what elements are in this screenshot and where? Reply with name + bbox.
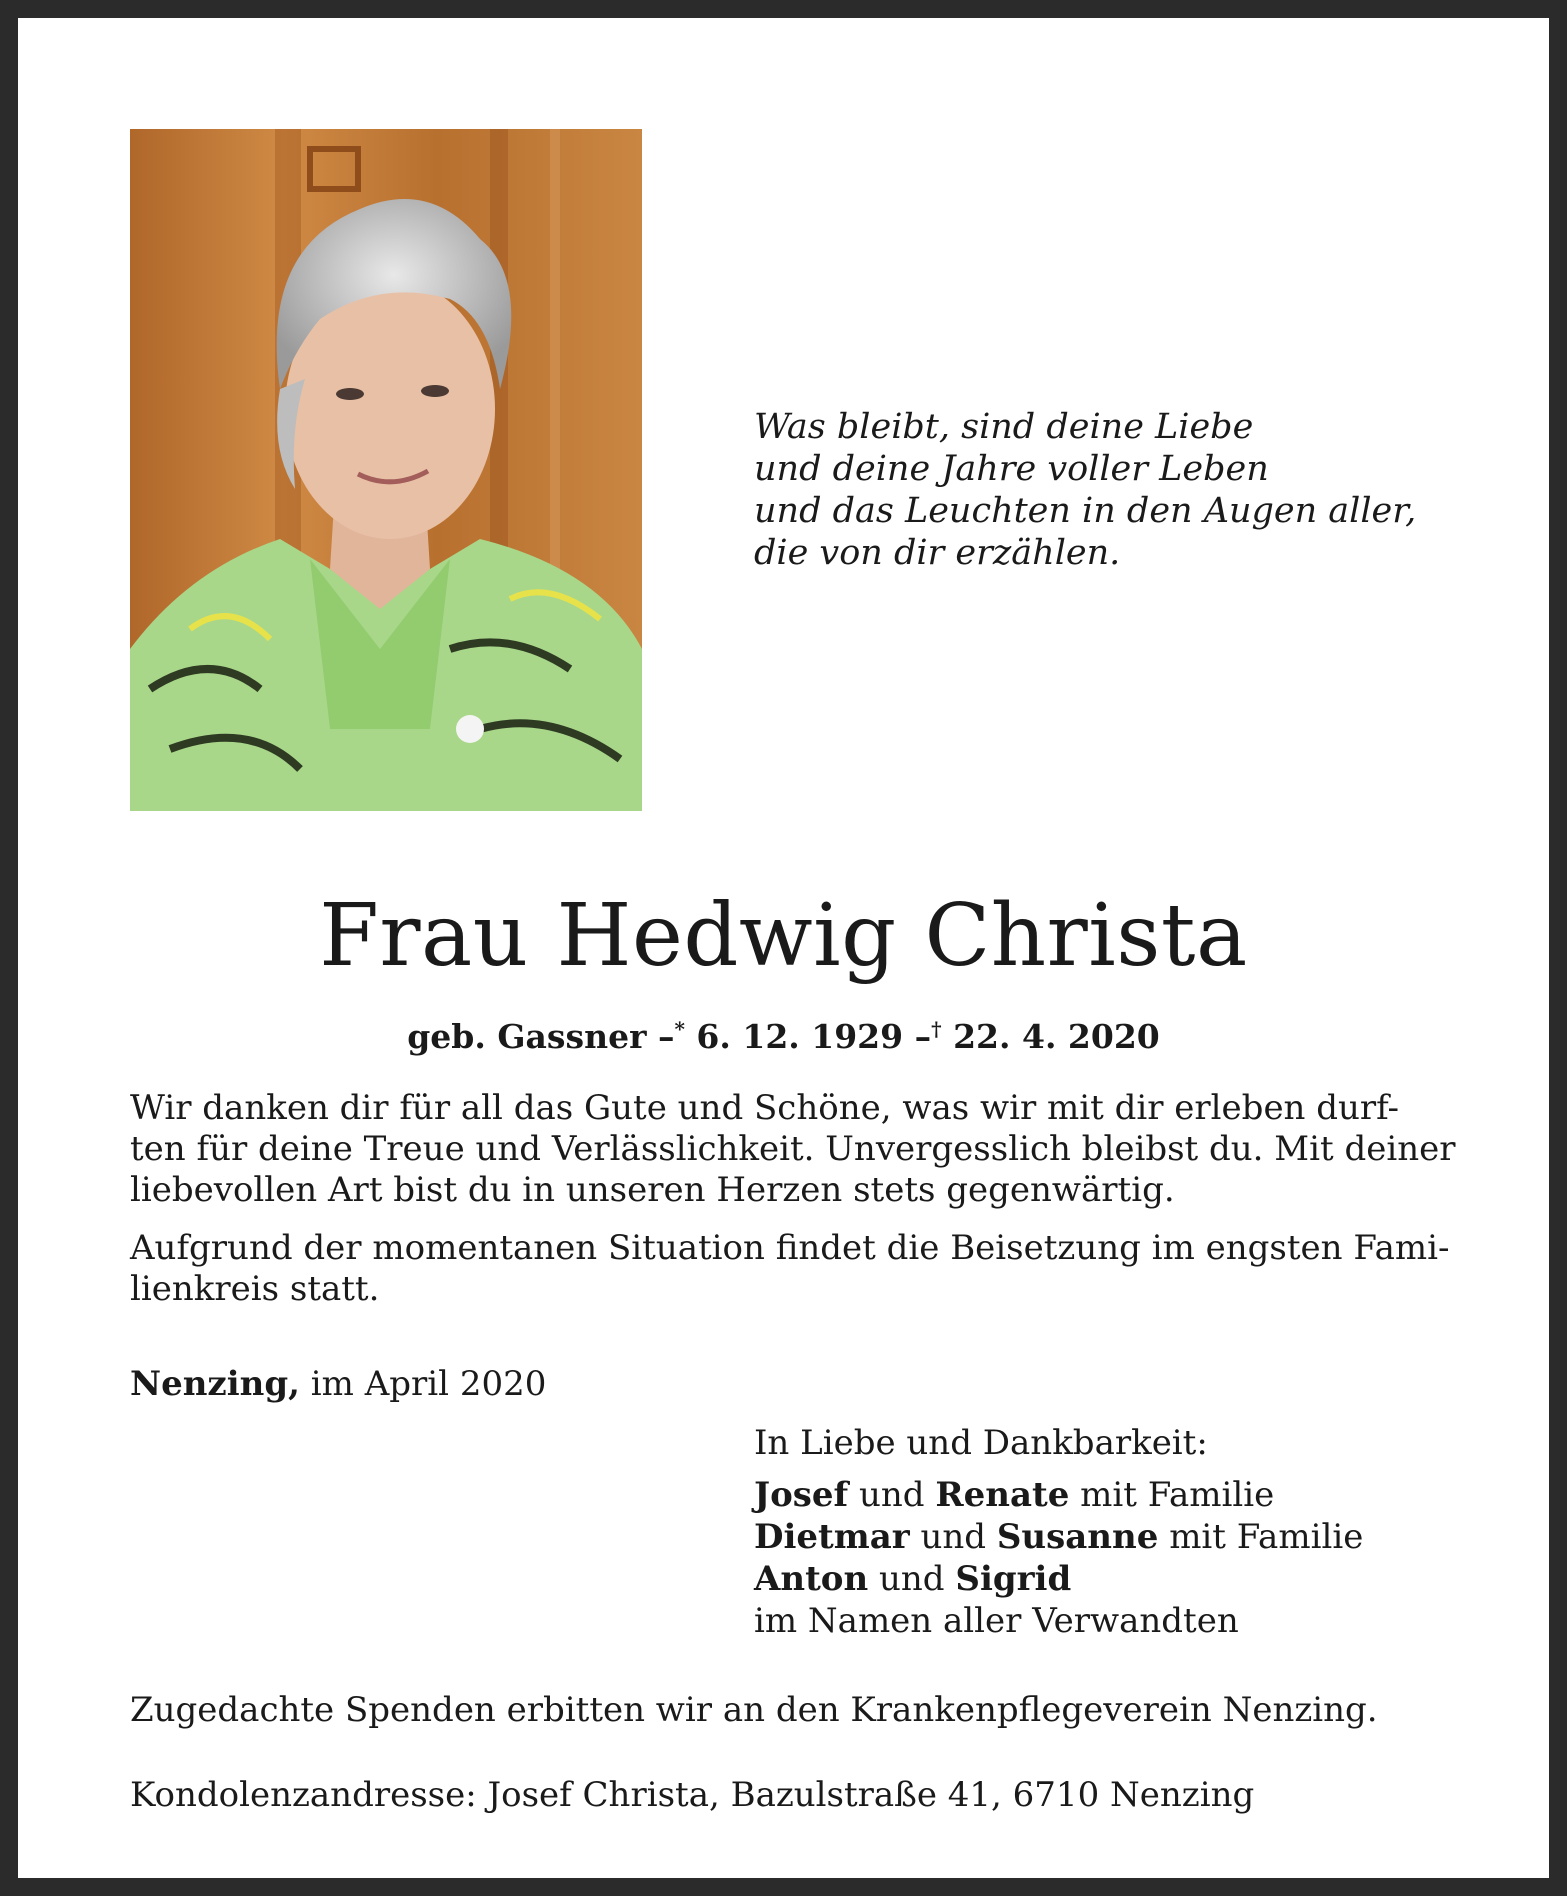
signer-name: Susanne bbox=[996, 1517, 1159, 1557]
signer-suffix: mit Familie bbox=[1169, 1517, 1364, 1557]
poem-line: und das Leuchten in den Augen aller, bbox=[754, 491, 1417, 531]
text-line: lienkreis statt. bbox=[130, 1269, 380, 1309]
signer-connector: und bbox=[858, 1475, 925, 1515]
signer-connector: und bbox=[920, 1517, 987, 1557]
donation-note: Zugedachte Spenden erbitten wir an den Krankenpflegeverein Nenzing. bbox=[130, 1690, 1378, 1730]
poem-line: und deine Jahre voller Leben bbox=[754, 449, 1269, 489]
signer-name: Dietmar bbox=[754, 1517, 910, 1557]
text-line: Wir danken dir für all das Gute und Schöne, was wir mit dir erleben durf- bbox=[130, 1088, 1400, 1128]
signer-name: Sigrid bbox=[955, 1559, 1072, 1599]
signer-row bbox=[754, 1474, 1363, 1516]
text-line: liebevollen Art bist du in unseren Herzen stets gegenwärtig. bbox=[130, 1170, 1175, 1210]
poem-line: die von dir erzählen. bbox=[754, 533, 1121, 573]
place-date: im April 2020 bbox=[310, 1364, 547, 1404]
obituary-page bbox=[18, 18, 1549, 1878]
life-dates bbox=[18, 1008, 1549, 1058]
thanks-paragraph bbox=[130, 1088, 1456, 1211]
signer-name: Josef bbox=[754, 1475, 849, 1515]
signer-name: Renate bbox=[935, 1475, 1070, 1515]
text-line: Aufgrund der momentanen Situation findet die Beisetzung im engsten Fami- bbox=[130, 1228, 1450, 1268]
dash: – bbox=[657, 1017, 675, 1056]
portrait-photo bbox=[130, 129, 642, 811]
condolence-address: Kondolenzandresse: Josef Christa, Bazulstraße 41, 6710 Nenzing bbox=[130, 1775, 1255, 1815]
maiden-name: geb. Gassner bbox=[407, 1017, 647, 1056]
signers-intro: In Liebe und Dankbarkeit: bbox=[754, 1423, 1208, 1463]
memorial-poem bbox=[754, 406, 1416, 574]
funeral-notice-paragraph bbox=[130, 1228, 1450, 1310]
birth-date: 6. 12. 1929 bbox=[696, 1017, 904, 1056]
place-town: Nenzing, bbox=[130, 1364, 300, 1404]
birth-symbol: * bbox=[674, 1017, 685, 1041]
signers-closing: im Namen aller Verwandten bbox=[754, 1601, 1239, 1641]
text-line: ten für deine Treue und Verlässlichkeit. Unvergesslich bleibst du. Mit deiner bbox=[130, 1129, 1456, 1169]
signer-row bbox=[754, 1558, 1363, 1600]
portrait-image bbox=[130, 129, 642, 811]
death-date: 22. 4. 2020 bbox=[953, 1017, 1160, 1056]
signer-connector: und bbox=[879, 1559, 945, 1599]
poem-line: Was bleibt, sind deine Liebe bbox=[754, 407, 1254, 447]
signer-row bbox=[754, 1516, 1363, 1558]
place-and-date bbox=[130, 1364, 546, 1405]
deceased-name: Frau Hedwig Christa bbox=[319, 886, 1248, 986]
dash: – bbox=[914, 1017, 932, 1056]
signer-suffix: mit Familie bbox=[1080, 1475, 1275, 1515]
signers-block bbox=[754, 1422, 1363, 1642]
death-symbol: † bbox=[931, 1017, 942, 1041]
signer-name: Anton bbox=[754, 1559, 869, 1599]
